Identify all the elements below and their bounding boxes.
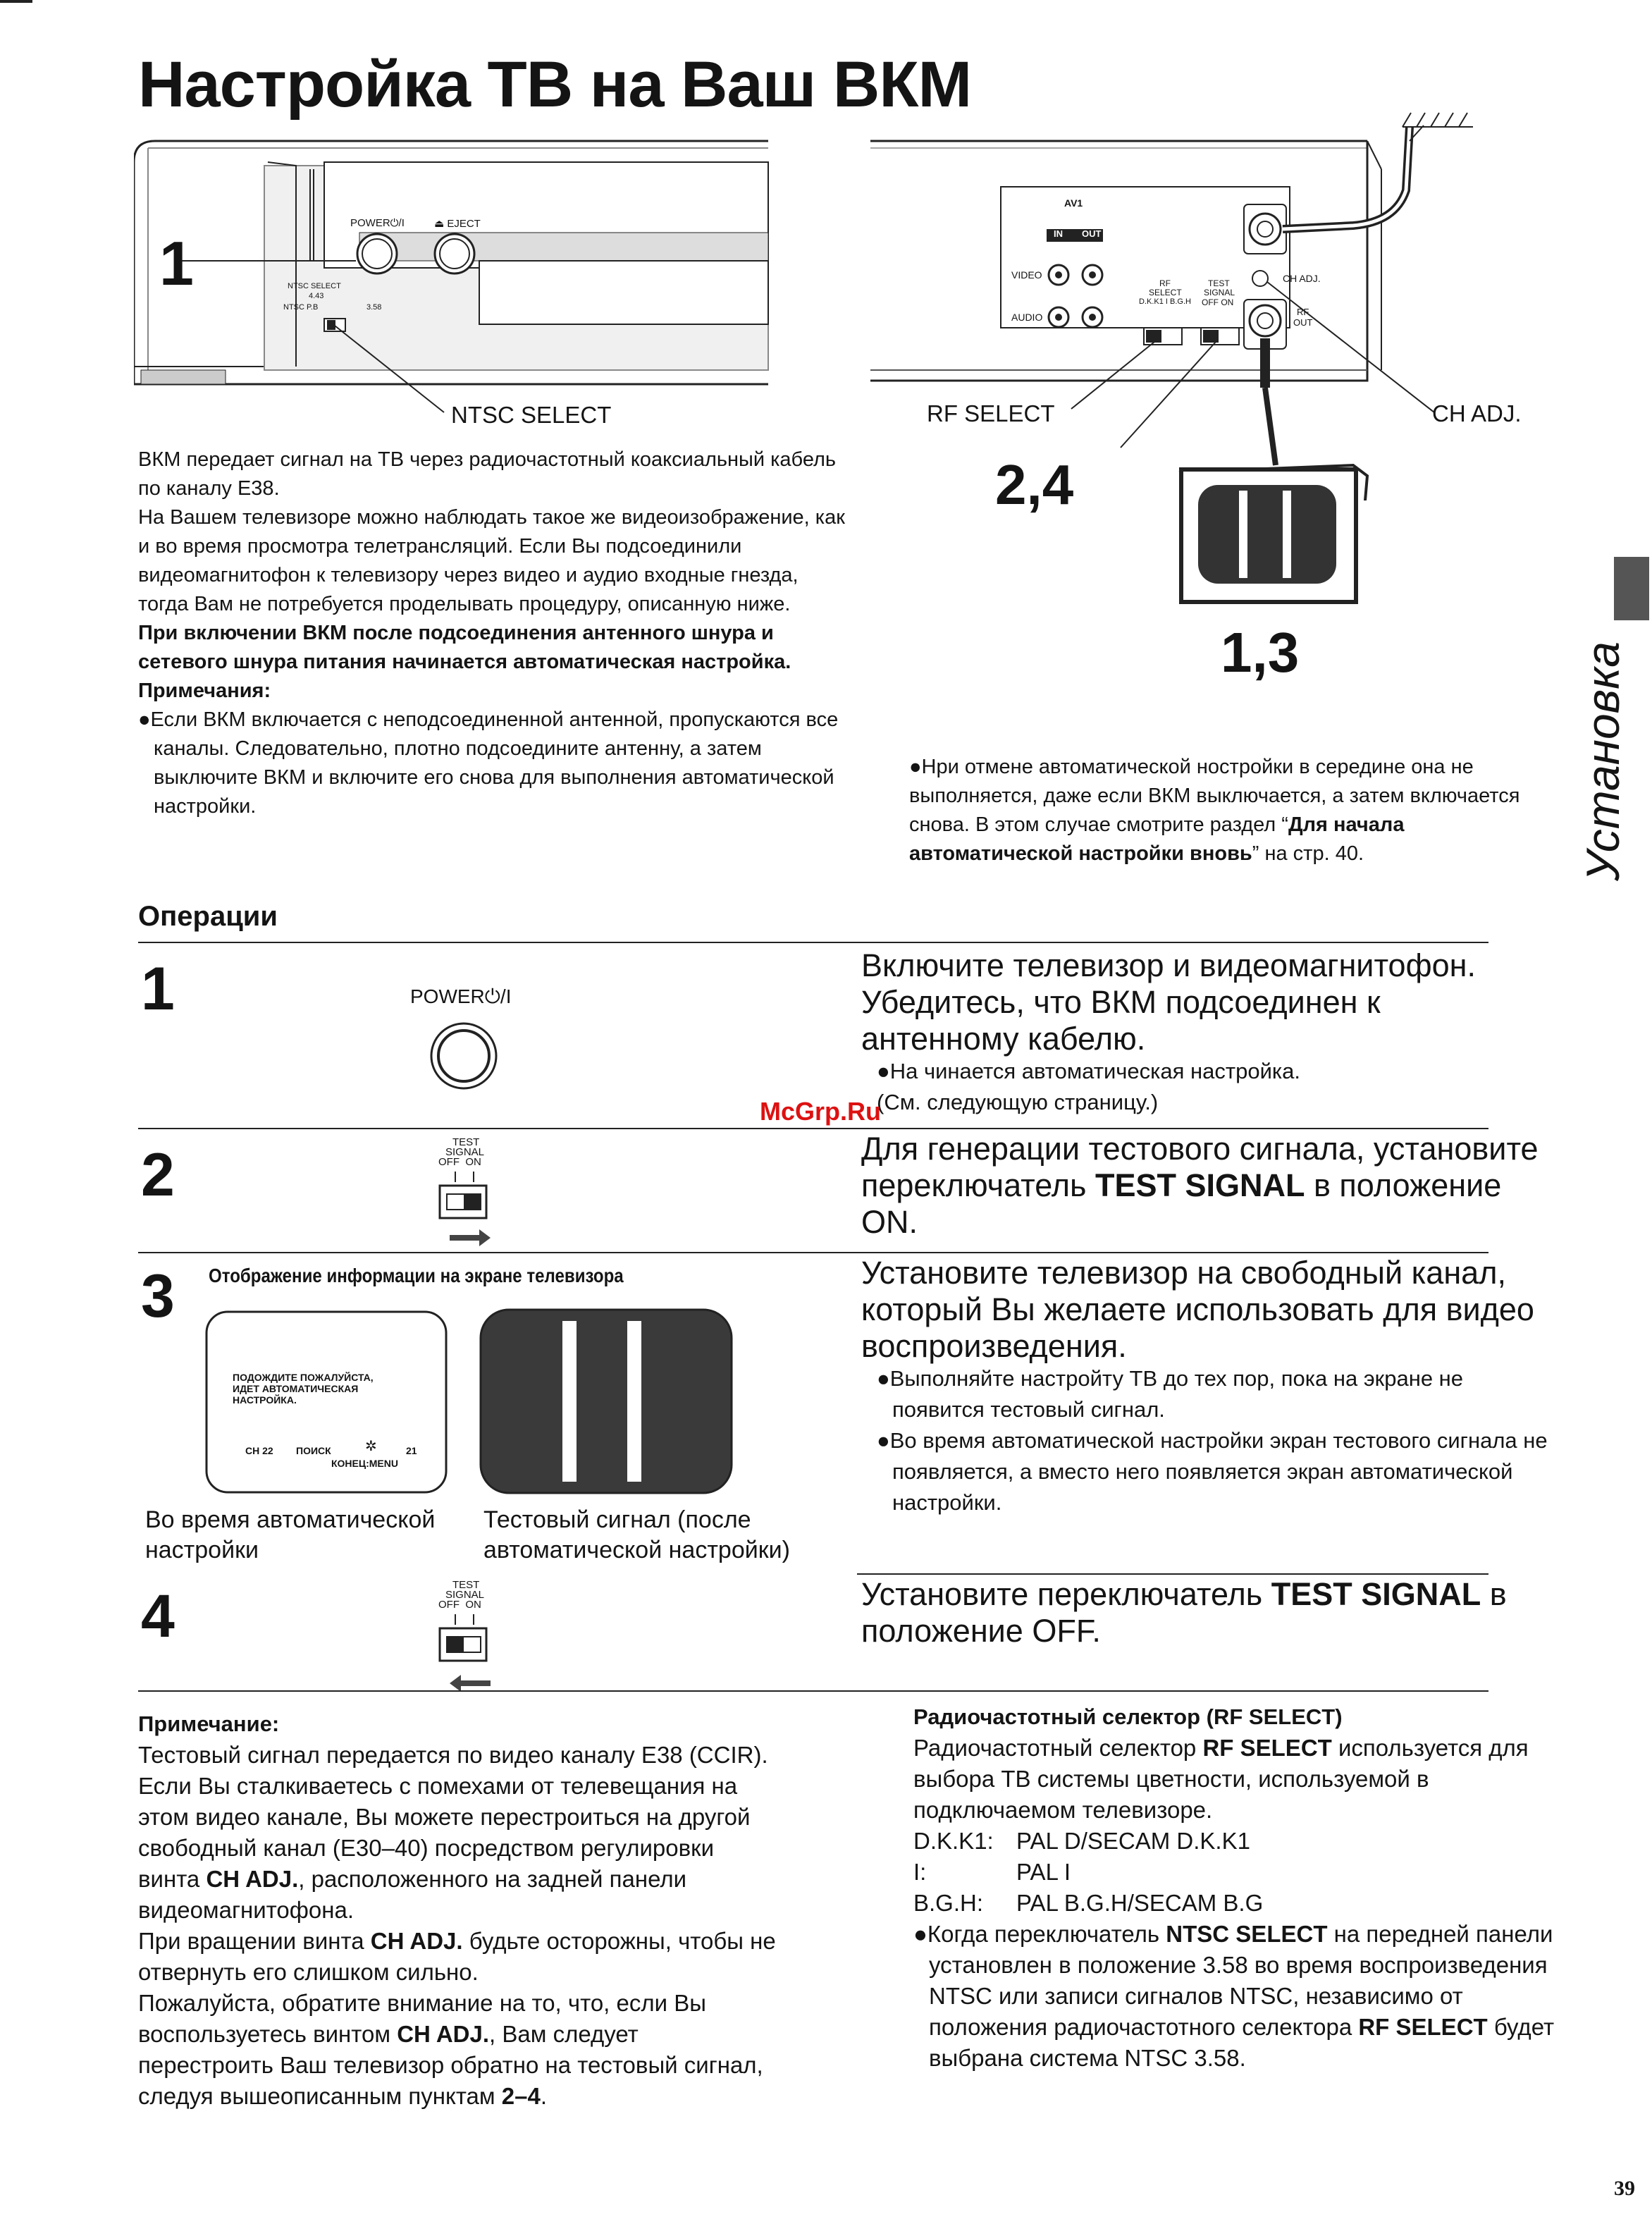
rule-0 [138, 942, 1488, 943]
power-button-icon [429, 1021, 499, 1091]
signal-small: SIGNAL [1204, 288, 1235, 297]
rule-4 [138, 1690, 1488, 1692]
osd-ch: CH 22 [245, 1445, 273, 1456]
step4-sw-offon: OFF ON [438, 1599, 481, 1611]
step2-text-a: Для генерации тестового сигнала, установите переключатель [861, 1131, 1539, 1203]
out-label: OUT [1082, 228, 1102, 239]
rf-row-0-val: PAL D/SECAM D.K.K1 [1016, 1828, 1250, 1854]
ntsc-443: 4.43 [309, 292, 324, 300]
step3-text: Установите телевизор на свободный канал, который Вы желаете использовать для видео воспроизведения. [861, 1255, 1534, 1364]
step1-number: 1 [141, 955, 175, 1023]
note-2-a: ●Нри отмене автоматической нoстройки в середине она не выполняется, даже если ВКМ выключается, а затем включается снова. В этом случае смотрите раздел “ [909, 756, 1520, 836]
step4-text-a: Установите переключатель [861, 1576, 1271, 1612]
bottom-left-note [138, 1709, 779, 2112]
step3-header: Отображение информации на экране телевизора [209, 1265, 624, 1286]
off-on-small: OFF ON [1202, 297, 1234, 307]
osd-line3: НАСТРОЙКА. [233, 1394, 297, 1406]
section-tab-marker [1614, 557, 1649, 620]
rear-callout-13: 1,3 [1221, 621, 1300, 684]
av1-label: AV1 [1064, 197, 1083, 209]
rule-1 [138, 1128, 1488, 1129]
rf-row-1-val: PAL I [1016, 1859, 1071, 1885]
caption-during-autotune: Во время автоматической настройки [145, 1506, 436, 1563]
step4-sw-signal: SIGNAL [445, 1589, 485, 1601]
rf-out-small-1: RF [1297, 307, 1309, 317]
br-p1-b: RF SELECT [1202, 1735, 1332, 1761]
rf-options: D.K.K1 I B.G.H [1139, 297, 1191, 306]
ntsc-select-label: NTSC SELECT [451, 402, 612, 428]
br-p2-d: RF SELECT [1358, 2014, 1488, 2040]
audio-label: AUDIO [1011, 312, 1043, 323]
bl-p1-c: , расположенного на задней панели видеомагнитофона. [138, 1866, 687, 1923]
test-small: TEST [1208, 278, 1230, 288]
front-callout-1: 1 [159, 228, 194, 298]
step4-text-b: TEST SIGNAL [1271, 1576, 1481, 1612]
notes-heading: Примечания: [138, 680, 271, 702]
bl-p2-c: будьте осторожны, чтобы не отвернуть его слишком сильно. [138, 1928, 776, 1985]
step1-bullet2: (См. следующую страницу.) [877, 1090, 1159, 1114]
bl-p3-b: CH ADJ. [397, 2021, 490, 2047]
osd-end: КОНЕЦ:MENU [331, 1458, 398, 1469]
note-1: ●Если ВКМ включается с неподсоединенной антенной, пропускаются все каналы. Следовательно, плотно подсоедините антенну, а затем выключите ВКМ и включите его снова для выполнения автоматической настройки. [138, 708, 839, 818]
ch-adj-label: CH ADJ. [1432, 400, 1522, 426]
rf-row-2 [913, 1888, 1555, 1919]
step2-text-b: TEST SIGNAL [1095, 1167, 1305, 1203]
bl-p2-a: При вращении винта [138, 1928, 371, 1954]
br-p2-a: ●Когда переключатель [913, 1921, 1166, 1947]
osd-num: 21 [406, 1445, 417, 1456]
br-p2-c: на передней панели установлен в положение 3.58 во время воспроизведения NTSC или записи сигналов NTSC, независимо от положения радиочастотного селектора [929, 1921, 1553, 2040]
rf-row-0-key: D.K.K1: [913, 1828, 994, 1854]
power-label: POWER⏻/I [350, 217, 405, 229]
step1-bullet1: ●На чинается автоматическая настройка. [877, 1059, 1300, 1083]
in-label: IN [1054, 228, 1063, 239]
page-number: 39 [1614, 2177, 1635, 2200]
bottom-right-note [913, 1702, 1555, 2074]
bl-p3-d: 2–4 [501, 2083, 541, 2109]
step4-sw-test: TEST [452, 1579, 480, 1591]
caption-test-signal: Тестовый сигнал (после автоматической настройки) [483, 1506, 790, 1563]
osd-screen [204, 1310, 448, 1494]
step4-text [861, 1576, 1545, 1649]
rf-row-1-key: I: [913, 1859, 927, 1885]
step3-number: 3 [141, 1262, 175, 1330]
page-title: Настройка ТВ на Ваш ВКМ [138, 49, 972, 121]
br-p2-e: будет выбрана система NTSC 3.58. [929, 2014, 1555, 2071]
rf-row-2-val: PAL B.G.H/SECAM B.G [1016, 1890, 1264, 1916]
bottom-right-p1 [913, 1733, 1555, 1826]
step3-bullet1: ●Выполняйте настройту ТВ до тех пор, пока на экране не появится тестовый сигнал. [877, 1366, 1464, 1422]
rf-out-small-2: OUT [1293, 317, 1313, 328]
intro-p1: ВКМ передает сигнал на ТВ через радиочастотный коаксиальный кабель по каналу Е38. [138, 448, 837, 500]
step2-switch[interactable] [433, 1136, 503, 1249]
step2-text [861, 1131, 1545, 1241]
bottom-left-p1 [138, 1740, 779, 1926]
bl-p3-a: Пожалуйста, обратите внимание на то, что, если Вы воспользуетесь винтом [138, 1990, 706, 2047]
bl-p1-a: Тестовый сигнал передается по видео каналу E38 (CCIR). Если Вы сталкиваетесь с помехами от телевещания на этом видео канале, Вы можете перестроиться на другой свободный канал (E30–40) посредством регулировки винта [138, 1742, 768, 1892]
osd-search: ПОИСК [296, 1445, 331, 1456]
video-label: VIDEO [1011, 269, 1042, 281]
watermark: McGrp.Ru [760, 1097, 882, 1126]
ntsc-358: 3.58 [366, 303, 382, 312]
br-p2-b: NTSC SELECT [1166, 1921, 1328, 1947]
br-p1-c: используется для выбора ТВ системы цветности, используемой в подключаемом телевизоре. [913, 1735, 1529, 1823]
step2-sw-test: TEST [452, 1136, 480, 1148]
step2-text-c: в положение ON. [861, 1167, 1502, 1240]
select-small: SELECT [1149, 288, 1182, 297]
step3-bullet2: ●Во время автоматической настройки экран тестового сигнала не появляется, а вместо него появляется экран автоматической настройки. [877, 1428, 1548, 1515]
step4-number: 4 [141, 1582, 175, 1650]
intro-p2: На Вашем телевизоре можно наблюдать такое же видеоизображение, как и во время просмотра телетрансляций. Если Вы подсоединили видеомагнитофон к телевизору через видео и аудио входные гнезда, тогда Вам не потребуется проделывать процедуру, описанную ниже. [138, 506, 845, 615]
rear-callout-24: 2,4 [995, 453, 1074, 516]
test-signal-screen [479, 1308, 733, 1494]
bl-p2-b: CH ADJ. [370, 1928, 463, 1954]
rear-panel-figure [860, 106, 1565, 516]
rf-small: RF [1159, 278, 1171, 288]
step4-text-c: в положение OFF. [861, 1576, 1507, 1649]
rule-2 [138, 1252, 1488, 1253]
br-p1-a: Радиочастотный селектор [913, 1735, 1203, 1761]
intro-text [138, 445, 850, 821]
osd-line1: ПОДОЖДИТЕ ПОЖАЛУЙСТА, [233, 1372, 374, 1383]
bottom-right-bullet [913, 1919, 1555, 2074]
bottom-left-p2 [138, 1926, 779, 1988]
ch-adj-small: CH ADJ. [1283, 273, 1321, 284]
rf-row-2-key: B.G.H: [913, 1890, 984, 1916]
rear-tv-drawing [1177, 465, 1360, 606]
bottom-right-heading: Радиочастотный селектор (RF SELECT) [913, 1704, 1343, 1729]
step2-number: 2 [141, 1141, 175, 1209]
rf-row-1 [913, 1857, 1555, 1888]
note-2-c: ” на стр. 40. [1252, 842, 1364, 865]
bottom-left-p3 [138, 1988, 779, 2112]
ntsc-pb: NTSC P.B [283, 303, 319, 312]
rf-row-0 [913, 1826, 1555, 1857]
test-signal-tv-icon [479, 1308, 733, 1494]
step1-power-label: POWER⏻/I [410, 985, 512, 1007]
rule-3 [857, 1573, 1488, 1575]
corner-mark [0, 0, 32, 3]
bl-p3-e: . [540, 2083, 548, 2109]
note-2-b: Для начала автоматической настройки вновь [909, 813, 1405, 865]
bl-p1-b: CH ADJ. [206, 1866, 299, 1892]
bottom-left-heading: Примечание: [138, 1711, 280, 1736]
eject-label: ⏏ EJECT [434, 218, 481, 230]
intro-bold: При включении ВКМ после подсоединения антенного шнура и сетевого шнура питания начинается автоматическая настройка. [138, 622, 791, 673]
bl-p3-c: , Вам следует перестроить Ваш телевизор обратно на тестовый сигнал, следуя вышеописанным пунктам [138, 2021, 763, 2109]
ntsc-small-label: NTSC SELECT [288, 282, 341, 290]
osd-line2: ИДЕТ АВТОМАТИЧЕСКАЯ [233, 1383, 359, 1394]
step1-power-button[interactable] [429, 1021, 499, 1091]
step4-switch[interactable] [433, 1579, 503, 1695]
front-panel-figure [134, 134, 775, 430]
step2-sw-signal: SIGNAL [445, 1146, 485, 1158]
section-tab-label: Установка [1577, 641, 1629, 882]
rf-select-label: RF SELECT [927, 400, 1055, 426]
rear-tv [1177, 465, 1360, 606]
operations-heading: Операции [138, 901, 278, 932]
osd-search-icon: ✲ [365, 1439, 377, 1454]
note-2 [909, 753, 1543, 868]
step2-sw-offon: OFF ON [438, 1156, 481, 1168]
step1-text: Включите телевизор и видеомагнитофон. Убедитесь, что ВКМ подсоединен к антенному кабелю. [861, 947, 1476, 1057]
front-panel-drawing [134, 134, 775, 430]
